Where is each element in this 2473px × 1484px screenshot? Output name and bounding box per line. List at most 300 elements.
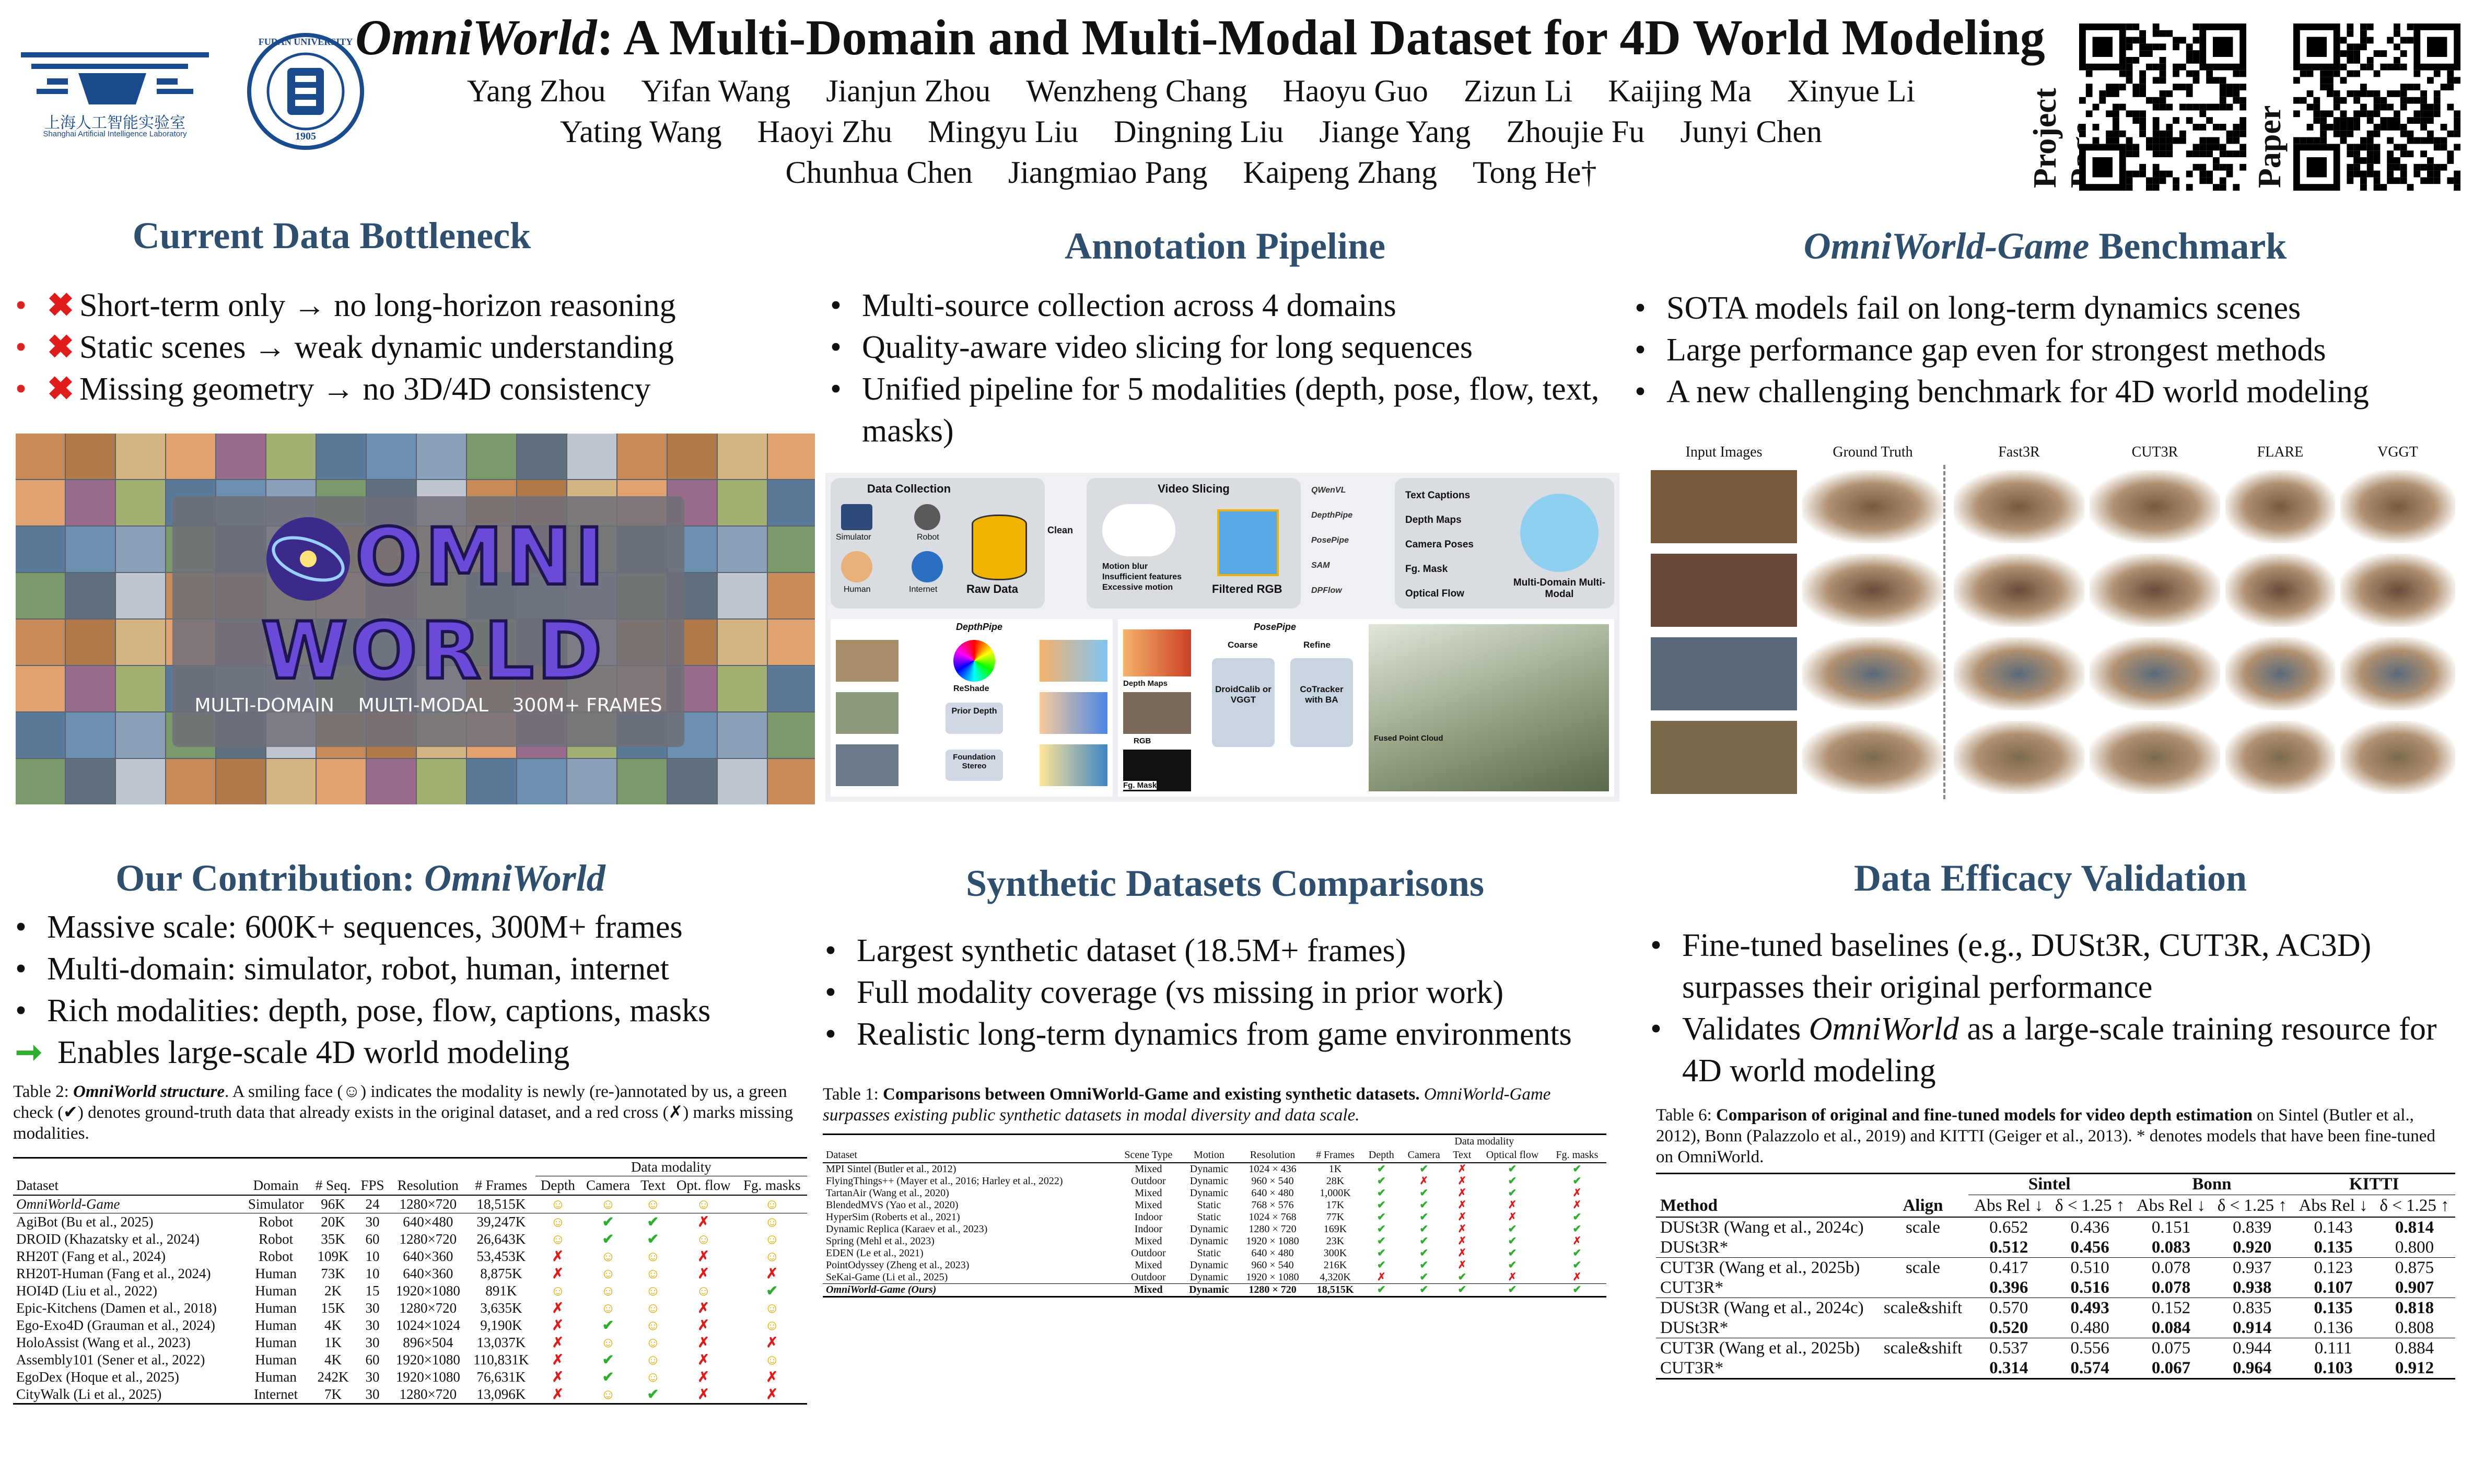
cross-icon: ✗	[552, 1317, 564, 1333]
table-header: Abs Rel ↓	[1974, 1196, 2044, 1215]
cross-icon: ✗	[697, 1300, 710, 1316]
table6	[1656, 1173, 2455, 1380]
pipeline-item: • Quality-aware video slicing for long sequences	[830, 330, 1473, 365]
cross-icon: ✗	[1572, 1199, 1582, 1211]
table-row: Dynamic Replica (Karaev et al., 2023) Indoor Dynamic 1280 × 720 169K ✔ ✔ ✗ ✔ ✔	[826, 1223, 1582, 1235]
contribution-item: ➞ Enables large-scale 4D world modeling	[5, 1032, 820, 1073]
mosaic-tile	[266, 434, 316, 479]
synthetic-item: • Full modality coverage (vs missing in prior work)	[825, 975, 1504, 1010]
mosaic-tile	[116, 759, 165, 804]
benchmark-reconstruction	[2225, 470, 2335, 543]
check-icon: ✔	[1377, 1187, 1386, 1199]
mosaic-tile	[16, 712, 65, 758]
table-header: Align	[1903, 1196, 1943, 1215]
mosaic-tile	[668, 759, 717, 804]
mosaic-tile	[116, 480, 165, 525]
mosaic-tile	[718, 573, 767, 618]
benchmark-reconstruction	[2090, 721, 2220, 794]
project-page-label: Project	[2027, 88, 2063, 188]
logo-omni: OMNI	[355, 512, 608, 603]
table-row: SeKai-Game (Li et al., 2025) Outdoor Dynamic 1920 × 1080 4,320K ✗ ✔ ✔ ✗ ✗	[823, 1271, 1606, 1284]
synthetic-list	[815, 930, 1651, 1055]
author-name: Kaipeng Zhang	[1243, 155, 1438, 190]
benchmark-reconstruction	[2340, 470, 2455, 543]
table-row: OmniWorld-Game Simulator 96K 24 1280×720 18,515K ☺ ☺ ☺ ☺ ☺	[13, 1195, 807, 1213]
cross-icon: ✗	[1457, 1235, 1467, 1247]
cross-icon: ✗	[552, 1248, 564, 1264]
mosaic-tile	[718, 620, 767, 665]
mosaic-tile	[768, 480, 815, 525]
table1-caption: Table 1: Comparisons between OmniWorld-Game and existing synthetic datasets. OmniWorld-Game surpasses existing public synthetic datasets in modal diversity and data scale.	[823, 1085, 1551, 1125]
mosaic-tile	[617, 434, 667, 479]
table-header: Dataset	[16, 1177, 59, 1193]
smile-icon: ☺	[646, 1369, 660, 1385]
table-row: HyperSim (Roberts et al., 2021) Indoor Static 1024 × 768 77K ✔ ✔ ✗ ✗ ✔	[826, 1211, 1582, 1223]
robot-icon	[914, 504, 940, 530]
check-icon: ✔	[1508, 1187, 1517, 1199]
benchmark-reconstruction	[2225, 554, 2335, 627]
authors-line-2	[345, 114, 2037, 150]
benchmark-reconstruction	[1802, 637, 1943, 710]
check-icon: ✔	[1377, 1199, 1386, 1211]
smile-icon: ☺	[765, 1214, 779, 1230]
check-icon: ✔	[1457, 1271, 1467, 1283]
mosaic-tile	[116, 712, 165, 758]
table-row: DUSt3R (Wang et al., 2024c) scale&shift 0.570 0.493 0.152 0.835 0.135 0.818	[1660, 1298, 2434, 1317]
smile-icon: ☺	[765, 1231, 779, 1247]
benchmark-reconstruction	[1954, 637, 2084, 710]
table-header: Opt. flow	[676, 1177, 731, 1193]
check-icon: ✔	[1508, 1247, 1517, 1259]
smile-icon: ☺	[551, 1231, 565, 1247]
galaxy-icon	[261, 512, 355, 606]
mosaic-tile	[266, 759, 316, 804]
efficacy-title: Data Efficacy Validation	[1853, 857, 2247, 899]
table-header: Text	[640, 1177, 666, 1193]
check-icon: ✔	[1572, 1163, 1582, 1175]
lab-name-cn: 上海人工智能实验室	[44, 114, 185, 132]
check-icon: ✔	[1419, 1163, 1429, 1175]
table-header: Abs Rel ↓	[2136, 1196, 2206, 1215]
project-page-qr[interactable]	[2079, 24, 2246, 191]
author-name: Junyi Chen	[1680, 114, 1822, 149]
output-label: Text Captions	[1405, 490, 1471, 501]
database-icon	[972, 515, 1027, 580]
benchmark-figure	[1651, 444, 2455, 804]
check-icon: ✔	[1508, 1284, 1517, 1295]
paper-label: Paper	[2252, 105, 2288, 188]
mosaic-tile	[467, 434, 516, 479]
table-row: CUT3R (Wang et al., 2025b) scale&shift 0.537 0.556 0.075 0.944 0.111 0.884	[1660, 1338, 2434, 1358]
smile-icon: ☺	[601, 1283, 615, 1299]
benchmark-item: • Large performance gap even for strongest methods	[1635, 332, 2326, 368]
benchmark-reconstruction	[1802, 470, 1943, 543]
smile-icon: ☺	[551, 1196, 565, 1212]
human-icon	[841, 551, 872, 582]
cross-icon: ✗	[766, 1266, 778, 1281]
cross-icon: ✗	[552, 1335, 564, 1350]
smile-icon: ☺	[601, 1386, 615, 1402]
mosaic-tile	[16, 666, 65, 711]
benchmark-reconstruction	[1802, 721, 1943, 794]
pipeline-item: • Unified pipeline for 5 modalities (depth, pose, flow, text, masks)	[830, 371, 1600, 449]
smile-icon: ☺	[765, 1300, 779, 1316]
table-group-header: Data modality	[1454, 1136, 1514, 1147]
table-row: Assembly101 (Sener et al., 2022) Human 4K 60 1920×1080 110,831K ✗ ✔ ☺ ✗ ☺	[16, 1352, 779, 1368]
benchmark-column-label: Input Images	[1685, 444, 1763, 460]
table-row: DUSt3R (Wang et al., 2024c) scale 0.652 0.436 0.151 0.839 0.143 0.814	[1660, 1218, 2434, 1237]
smile-icon: ☺	[646, 1300, 660, 1316]
omniworld-mosaic	[16, 434, 815, 804]
globe-icon	[1520, 494, 1599, 572]
cross-icon: ✗	[1508, 1199, 1517, 1211]
author-name: Kaijing Ma	[1608, 74, 1752, 108]
smile-icon: ☺	[601, 1248, 615, 1264]
table-header: δ < 1.25 ↑	[2379, 1196, 2449, 1215]
check-icon: ✔	[647, 1231, 659, 1247]
mosaic-tile	[768, 666, 815, 711]
synthetic-item: • Realistic long-term dynamics from game environments	[825, 1016, 1572, 1052]
author-name: Yifan Wang	[641, 74, 791, 108]
author-name: Dingning Liu	[1114, 114, 1284, 149]
mosaic-tile	[718, 759, 767, 804]
smile-icon: ☺	[765, 1196, 779, 1212]
check-icon: ✔	[1419, 1223, 1429, 1235]
mosaic-tile	[66, 434, 115, 479]
check-icon: ✔	[1419, 1247, 1429, 1259]
internet-icon	[912, 551, 943, 582]
cross-icon: ✗	[697, 1352, 710, 1368]
smile-icon: ☺	[646, 1335, 660, 1350]
table-row: CUT3R* 0.396 0.516 0.078 0.938 0.107 0.907	[1656, 1278, 2455, 1298]
cross-icon: ✗	[1457, 1187, 1467, 1199]
cross-icon: ✗	[1572, 1187, 1582, 1199]
check-icon: ✔	[602, 1369, 614, 1385]
table-row: HOI4D (Liu et al., 2022) Human 2K 15 1920×1080 891K ☺ ☺ ☺ ☺ ✔	[16, 1283, 778, 1299]
contribution-item: • Rich modalities: depth, pose, flow, captions, masks	[15, 993, 711, 1029]
shanghai-ai-lab-logo	[16, 37, 214, 141]
cross-icon: ✖	[47, 288, 74, 323]
check-icon: ✔	[602, 1352, 614, 1368]
check-icon: ✔	[1419, 1187, 1429, 1199]
posepipe-box: PosePipe Depth Maps RGB Fg. Mask Coarse DroidCalib or VGGT Refine CoTracker with BA Fused Point Cloud	[1118, 619, 1614, 797]
pipeline-item: • Multi-source collection across 4 domains	[830, 288, 1396, 323]
mosaic-tile	[517, 434, 566, 479]
synthetic-title: Synthetic Datasets Comparisons	[965, 862, 1484, 904]
simulator-icon	[841, 504, 872, 530]
smile-icon: ☺	[646, 1196, 660, 1212]
author-name: Jianjun Zhou	[826, 74, 991, 108]
check-icon: ✔	[1572, 1247, 1582, 1259]
cross-icon: ✗	[697, 1266, 710, 1281]
mosaic-tile	[417, 759, 466, 804]
smile-icon: ☺	[765, 1317, 779, 1333]
filtered-rgb-icon	[1217, 509, 1279, 576]
cross-icon: ✗	[1457, 1199, 1467, 1211]
fudan-name: FUDAN UNIVERSITY	[258, 37, 353, 47]
smile-icon: ☺	[551, 1283, 565, 1299]
benchmark-column-label: Ground Truth	[1833, 444, 1913, 460]
smile-icon: ☺	[551, 1214, 565, 1230]
table-row: Spring (Mehl et al., 2023) Mixed Dynamic 1920 × 1080 23K ✔ ✔ ✗ ✔ ✗	[826, 1235, 1582, 1247]
table-header: Fg. masks	[743, 1177, 801, 1193]
tool-label: PosePipe	[1311, 536, 1349, 545]
mosaic-tile	[116, 434, 165, 479]
check-icon: ✔	[1508, 1259, 1517, 1271]
pipeline-figure: Data Collection Simulator Robot Human Internet Raw Data Clean Video Slicing Motion blur Insufficient features Excessive motion Filtered RGB QWenVL DepthPipe PosePipe SAM DPFlow Text Captions Depth Maps Camera Poses Fg. Mask Optical Flow Multi-Domain Multi-Modal DepthPipe ReShade Prior Depth Foundation Stereo PosePipe Depth Maps RGB Fg. Mask Coarse DroidCalib or VGGT Refine CoTracker with BA Fused Point Cloud	[825, 473, 1619, 802]
cross-icon: ✗	[697, 1386, 710, 1402]
paper-qr[interactable]	[2293, 24, 2460, 191]
check-icon: ✔	[1508, 1223, 1517, 1235]
mosaic-tile	[417, 434, 466, 479]
mosaic-tile	[768, 434, 815, 479]
check-icon: ✔	[1572, 1284, 1582, 1295]
check-icon: ✔	[1572, 1259, 1582, 1271]
mosaic-tile	[66, 527, 115, 572]
table-row: AgiBot (Bu et al., 2025) Robot 20K 30 640×480 39,247K ☺ ✔ ✔ ✗ ☺	[16, 1214, 779, 1230]
table-row: BlendedMVS (Yao et al., 2020) Mixed Static 768 × 576 17K ✔ ✔ ✗ ✗ ✗	[826, 1199, 1582, 1211]
contribution-title: Our Contribution: OmniWorld	[115, 857, 605, 899]
benchmark-list	[1625, 287, 2466, 413]
table-header: Scene Type	[1124, 1149, 1173, 1161]
tool-label: DPFlow	[1311, 586, 1342, 595]
mosaic-tile	[16, 480, 65, 525]
mosaic-tile	[116, 620, 165, 665]
benchmark-item: • SOTA models fail on long-term dynamics scenes	[1635, 290, 2301, 326]
mosaic-tile	[467, 759, 516, 804]
logo-world: WORLD	[261, 606, 605, 697]
mosaic-tile	[16, 620, 65, 665]
table-row: MPI Sintel (Butler et al., 2012) Mixed Dynamic 1024 × 436 1K ✔ ✔ ✗ ✔ ✔	[826, 1163, 1582, 1175]
table-header: Optical flow	[1486, 1149, 1539, 1161]
benchmark-reconstruction	[2340, 554, 2455, 627]
check-icon: ✔	[1377, 1259, 1386, 1271]
table-group-header: Data modality	[535, 1158, 807, 1176]
cross-icon: ✗	[1572, 1271, 1582, 1283]
cross-icon: ✗	[552, 1369, 564, 1385]
check-icon: ✔	[1508, 1175, 1517, 1187]
check-icon: ✔	[1377, 1223, 1386, 1235]
cross-icon: ✗	[1508, 1211, 1517, 1223]
table-group-header: Bonn	[2131, 1174, 2293, 1195]
table-row: TartanAir (Wang et al., 2020) Mixed Dynamic 640 × 480 1,000K ✔ ✔ ✗ ✔ ✗	[826, 1187, 1582, 1199]
table-row: DROID (Khazatsky et al., 2024) Robot 35K 60 1280×720 26,643K ☺ ✔ ✔ ☺ ☺	[16, 1231, 779, 1247]
benchmark-reconstruction	[1954, 470, 2084, 543]
cross-icon: ✗	[1572, 1235, 1582, 1247]
table-row: RH20T (Fang et al., 2024) Robot 109K 10 640×360 53,453K ✗ ☺ ☺ ✗ ☺	[16, 1248, 779, 1264]
table-row: HoloAssist (Wang et al., 2023) Human 1K 30 896×504 13,037K ✗ ☺ ☺ ✗ ✗	[16, 1335, 778, 1350]
smile-icon: ☺	[646, 1352, 660, 1368]
contribution-item: • Multi-domain: simulator, robot, human, internet	[15, 951, 669, 987]
mosaic-tile	[116, 573, 165, 618]
check-icon: ✔	[1508, 1163, 1517, 1175]
cross-icon: ✗	[552, 1300, 564, 1316]
author-name: Tong He†	[1473, 155, 1597, 190]
mosaic-tile	[567, 434, 616, 479]
table-header: # Frames	[475, 1177, 528, 1193]
author-name: Haoyu Guo	[1282, 74, 1428, 108]
check-icon: ✔	[1508, 1235, 1517, 1247]
depthpipe-box: DepthPipe ReShade Prior Depth Foundation Stereo	[831, 619, 1113, 797]
contribution-item: • Massive scale: 600K+ sequences, 300M+ frames	[15, 909, 683, 945]
table-header: Method	[1660, 1196, 1718, 1215]
author-name: Wenzheng Chang	[1026, 74, 1247, 108]
check-icon: ✔	[1419, 1199, 1429, 1211]
tools-list	[1311, 478, 1390, 609]
benchmark-column-label: CUT3R	[2131, 444, 2178, 460]
table-row: CityWalk (Li et al., 2025) Internet 7K 30 1280×720 13,096K ✗ ☺ ✔ ✗ ✗	[13, 1386, 807, 1404]
check-icon: ✔	[647, 1214, 659, 1230]
benchmark-reconstruction	[2340, 637, 2455, 710]
table-row: EgoDex (Hoque et al., 2025) Human 242K 30 1920×1080 76,631K ✗ ✔ ☺ ✗ ✗	[16, 1369, 778, 1385]
benchmark-reconstruction	[1954, 554, 2084, 627]
mosaic-tile	[668, 434, 717, 479]
tool-label: SAM	[1311, 561, 1330, 570]
check-icon: ✔	[1419, 1259, 1429, 1271]
cross-icon: ✗	[1457, 1163, 1467, 1175]
cross-icon: ✗	[766, 1386, 778, 1402]
benchmark-reconstruction	[1802, 554, 1943, 627]
table-header: Text	[1453, 1149, 1472, 1161]
efficacy-item: • Fine-tuned baselines (e.g., DUSt3R, CUT3R, AC3D) surpasses their original performance	[1650, 928, 2372, 1005]
cross-icon: ✗	[1457, 1211, 1467, 1223]
mosaic-tile	[16, 434, 65, 479]
smile-icon: ☺	[646, 1266, 660, 1281]
mosaic-tile	[216, 434, 265, 479]
cross-icon: ✗	[697, 1335, 710, 1350]
table2	[13, 1157, 807, 1405]
check-icon: ✔	[1419, 1235, 1429, 1247]
table-row: DUSt3R* 0.520 0.480 0.084 0.914 0.136 0.808	[1656, 1318, 2455, 1338]
mosaic-tile	[718, 666, 767, 711]
mosaic-tile	[617, 759, 667, 804]
outputs-box: Text Captions Depth Maps Camera Poses Fg. Mask Optical Flow Multi-Domain Multi-Modal	[1395, 478, 1614, 609]
author-name: Jiange Yang	[1319, 114, 1471, 149]
check-icon: ✔	[602, 1317, 614, 1333]
table-header: Resolution	[1250, 1149, 1296, 1161]
benchmark-input-image	[1651, 554, 1797, 627]
benchmark-column-label: VGGT	[2377, 444, 2418, 460]
table-row: RH20T-Human (Fang et al., 2024) Human 73K 10 640×360 8,875K ✗ ☺ ☺ ✗ ✗	[16, 1266, 778, 1281]
mosaic-tile	[768, 759, 815, 804]
check-icon: ✔	[1377, 1211, 1386, 1223]
benchmark-input-image	[1651, 470, 1797, 543]
smile-icon: ☺	[601, 1196, 615, 1212]
benchmark-reconstruction	[2090, 637, 2220, 710]
table6-caption: Table 6: Comparison of original and fine-tuned models for video depth estimation on Sintel (Butler et al., 2012), Bonn (Palazzolo et al., 2019) and KITTI (Geiger et al., 2013). * denotes models that have been fine-tuned on OmniWorld.	[1656, 1106, 2435, 1166]
check-icon: ✔	[1457, 1284, 1467, 1295]
cross-icon: ✗	[697, 1214, 710, 1230]
table-row: CUT3R (Wang et al., 2025b) scale 0.417 0.510 0.078 0.937 0.123 0.875	[1660, 1258, 2434, 1277]
mosaic-tile	[718, 712, 767, 758]
table-header: δ < 1.25 ↑	[2055, 1196, 2125, 1215]
author-name: Chunhua Chen	[785, 155, 973, 190]
check-icon: ✔	[1377, 1235, 1386, 1247]
cross-icon: ✗	[1457, 1259, 1467, 1271]
check-icon: ✔	[1377, 1284, 1386, 1295]
table-row: Ego-Exo4D (Grauman et al., 2024) Human 4K 30 1024×1024 9,190K ✗ ✔ ☺ ✗ ☺	[16, 1317, 779, 1333]
efficacy-item: • Validates OmniWorld as a large-scale training resource for 4D world modeling	[1650, 1011, 2437, 1089]
cross-icon: ✗	[1377, 1271, 1386, 1283]
table-header: Camera	[1407, 1149, 1440, 1161]
author-name: Mingyu Liu	[927, 114, 1079, 149]
tool-label: QWenVL	[1311, 486, 1346, 495]
bottleneck-list	[5, 285, 810, 410]
bottleneck-title: Current Data Bottleneck	[132, 215, 531, 256]
benchmark-reconstruction	[2225, 637, 2335, 710]
mosaic-tile	[367, 759, 416, 804]
table-row: FlyingThings++ (Mayer et al., 2016; Harley et al., 2022) Outdoor Dynamic 960 × 540 28K ✔ ✗ ✗ ✔ ✔	[826, 1175, 1582, 1187]
cross-icon: ✗	[1457, 1247, 1467, 1259]
fudan-year: 1905	[295, 131, 316, 142]
mosaic-tile	[166, 434, 215, 479]
mosaic-tile	[216, 759, 265, 804]
check-icon: ✔	[1419, 1271, 1429, 1283]
benchmark-reconstruction	[1954, 721, 2084, 794]
table-row: DUSt3R* 0.512 0.456 0.083 0.920 0.135 0.800	[1656, 1237, 2455, 1258]
mosaic-tile	[66, 480, 115, 525]
table-header: FPS	[360, 1177, 384, 1193]
benchmark-item: • A new challenging benchmark for 4D world modeling	[1635, 374, 2369, 410]
check-icon: ✔	[1572, 1211, 1582, 1223]
mosaic-tile	[317, 434, 366, 479]
bottleneck-item: • ✖ Short-term only → no long-horizon reasoning	[15, 288, 676, 323]
author-name: Haoyi Zhu	[757, 114, 892, 149]
table-header: # Frames	[1316, 1149, 1355, 1161]
check-icon: ✔	[1572, 1175, 1582, 1187]
author-name: Zizun Li	[1463, 74, 1573, 108]
cross-icon: ✗	[552, 1352, 564, 1368]
cross-icon: ✖	[47, 330, 74, 365]
table-header: Abs Rel ↓	[2299, 1196, 2368, 1215]
video-slicing-box: Video Slicing Motion blur Insufficient features Excessive motion Filtered RGB	[1087, 478, 1301, 609]
table-header: δ < 1.25 ↑	[2217, 1196, 2287, 1215]
benchmark-reconstruction	[2090, 470, 2220, 543]
table-header: Depth	[1368, 1149, 1394, 1161]
mosaic-tile	[768, 527, 815, 572]
table-row: OmniWorld-Game (Ours) Mixed Dynamic 1280 × 720 18,515K ✔ ✔ ✔ ✔ ✔	[823, 1284, 1606, 1297]
data-collection-box: Data Collection Simulator Robot Human Internet Raw Data	[831, 478, 1045, 609]
smile-icon: ☺	[601, 1300, 615, 1316]
benchmark-reconstruction	[2225, 721, 2335, 794]
table-header: Dataset	[826, 1149, 857, 1161]
benchmark-column-label: FLARE	[2257, 444, 2304, 460]
smile-icon: ☺	[765, 1352, 779, 1368]
authors-line-3	[345, 155, 2037, 191]
synthetic-item: • Largest synthetic dataset (18.5M+ frames)	[825, 933, 1406, 968]
table-header: Motion	[1194, 1149, 1224, 1161]
benchmark-reconstruction	[2090, 554, 2220, 627]
cross-icon: ✗	[552, 1266, 564, 1281]
cross-icon: ✗	[697, 1317, 710, 1333]
filter-bubble	[1102, 504, 1175, 556]
output-label: Depth Maps	[1405, 515, 1462, 525]
check-icon: ✔	[1377, 1175, 1386, 1187]
table-group-header: Sintel	[1968, 1174, 2131, 1195]
author-name: Xinyue Li	[1787, 74, 1916, 108]
output-label: Optical Flow	[1405, 588, 1464, 599]
smile-icon: ☺	[696, 1231, 711, 1247]
cross-icon: ✗	[1419, 1175, 1429, 1187]
author-name: Yang Zhou	[466, 74, 606, 108]
author-name: Yating Wang	[560, 114, 722, 149]
cross-icon: ✗	[697, 1369, 710, 1385]
table2-caption: Table 2: OmniWorld structure. A smiling face (☺) indicates the modality is newly (re-)annotated by us, a green check (✔) denotes ground-truth data that already exists in the original dataset, and a red cross (✗) marks missing modalities.	[13, 1082, 794, 1143]
mosaic-tile	[317, 759, 366, 804]
benchmark-input-image	[1651, 721, 1797, 794]
check-icon: ✔	[1572, 1223, 1582, 1235]
mosaic-tile	[16, 527, 65, 572]
